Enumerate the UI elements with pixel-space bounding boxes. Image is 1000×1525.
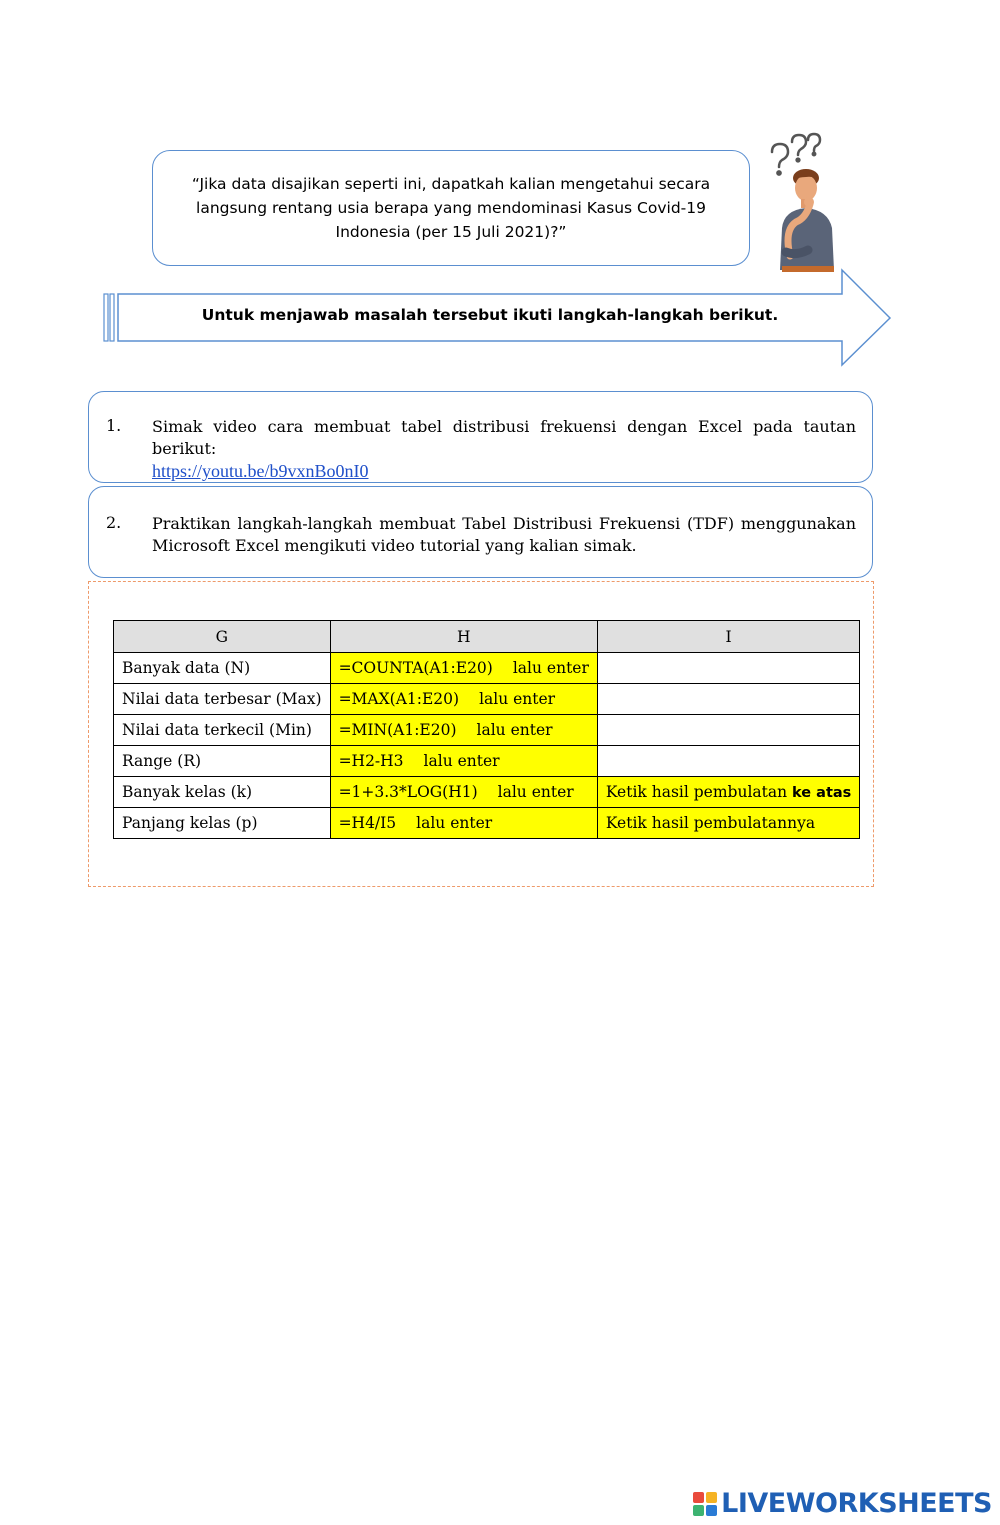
formula-action: lalu enter bbox=[416, 814, 493, 832]
table-row bbox=[114, 777, 860, 808]
table-row bbox=[114, 808, 860, 839]
video-tutorial-link[interactable]: https://youtu.be/b9vxnBo0nI0 bbox=[152, 461, 369, 481]
note-text: Ketik hasil pembulatannya bbox=[605, 814, 816, 832]
thinking-person-icon bbox=[760, 128, 850, 273]
table-row bbox=[114, 653, 860, 684]
formula-action: lalu enter bbox=[512, 659, 589, 677]
row-label: Nilai data terkecil (Min) bbox=[114, 715, 331, 746]
answer-cell[interactable] bbox=[597, 684, 859, 715]
formula: =H4/I5 bbox=[338, 814, 397, 832]
table-row bbox=[114, 746, 860, 777]
formula: =MAX(A1:E20) bbox=[338, 690, 460, 708]
step-1-number: 1. bbox=[106, 416, 122, 435]
note-cell bbox=[597, 777, 859, 808]
answer-cell[interactable] bbox=[597, 653, 859, 684]
formula-action: lalu enter bbox=[497, 783, 574, 801]
table-header-row bbox=[114, 621, 860, 653]
excel-formula-table bbox=[113, 620, 860, 839]
step-2-text: Praktikan langkah-langkah membuat Tabel Distribusi Frekuensi (TDF) menggunakan Microsoft Excel mengikuti video tutorial yang kalian simak. bbox=[152, 514, 856, 555]
note-bold-text: ke atas bbox=[792, 785, 852, 801]
question-text: “Jika data disajikan seperti ini, dapatkah kalian mengetahui secara langsung rentang usia berapa yang mendominasi Kasus Covid-19 Indonesia (per 15 Juli 2021)?” bbox=[191, 175, 711, 241]
formula: =COUNTA(A1:E20) bbox=[338, 659, 493, 677]
row-label: Nilai data terbesar (Max) bbox=[114, 684, 331, 715]
formula-cell bbox=[330, 715, 597, 746]
question-marks-icon bbox=[772, 134, 820, 175]
liveworksheets-brand[interactable] bbox=[693, 1488, 992, 1519]
formula-action: lalu enter bbox=[423, 752, 500, 770]
formula: =H2-H3 bbox=[338, 752, 404, 770]
formula-cell bbox=[330, 808, 597, 839]
step-2-number: 2. bbox=[106, 513, 122, 532]
step-1-box bbox=[88, 391, 873, 483]
formula: =1+3.3*LOG(H1) bbox=[338, 783, 478, 801]
note-cell bbox=[597, 808, 859, 839]
formula-cell bbox=[330, 684, 597, 715]
row-label: Panjang kelas (p) bbox=[114, 808, 331, 839]
formula-cell bbox=[330, 746, 597, 777]
step-1-text: Simak video cara membuat tabel distribusi frekuensi dengan Excel pada tautan berikut: bbox=[152, 417, 856, 458]
answer-cell[interactable] bbox=[597, 746, 859, 777]
column-header-h: H bbox=[330, 621, 597, 653]
table-row bbox=[114, 715, 860, 746]
question-box bbox=[152, 150, 750, 266]
table-row bbox=[114, 684, 860, 715]
formula-cell bbox=[330, 653, 597, 684]
instruction-banner-text: Untuk menjawab masalah tersebut ikuti langkah-langkah berikut. bbox=[201, 306, 779, 324]
formula: =MIN(A1:E20) bbox=[338, 721, 457, 739]
row-label: Banyak data (N) bbox=[114, 653, 331, 684]
column-header-g: G bbox=[114, 621, 331, 653]
column-header-i: I bbox=[597, 621, 859, 653]
brand-name: LIVEWORKSHEETS bbox=[721, 1488, 992, 1519]
row-label: Banyak kelas (k) bbox=[114, 777, 331, 808]
step-2-box bbox=[88, 486, 873, 578]
formula-action: lalu enter bbox=[479, 690, 556, 708]
row-label: Range (R) bbox=[114, 746, 331, 777]
formula-action: lalu enter bbox=[476, 721, 553, 739]
liveworksheets-logo-icon bbox=[693, 1492, 717, 1516]
note-text: Ketik hasil pembulatan bbox=[605, 783, 788, 801]
formula-cell bbox=[330, 777, 597, 808]
answer-cell[interactable] bbox=[597, 715, 859, 746]
